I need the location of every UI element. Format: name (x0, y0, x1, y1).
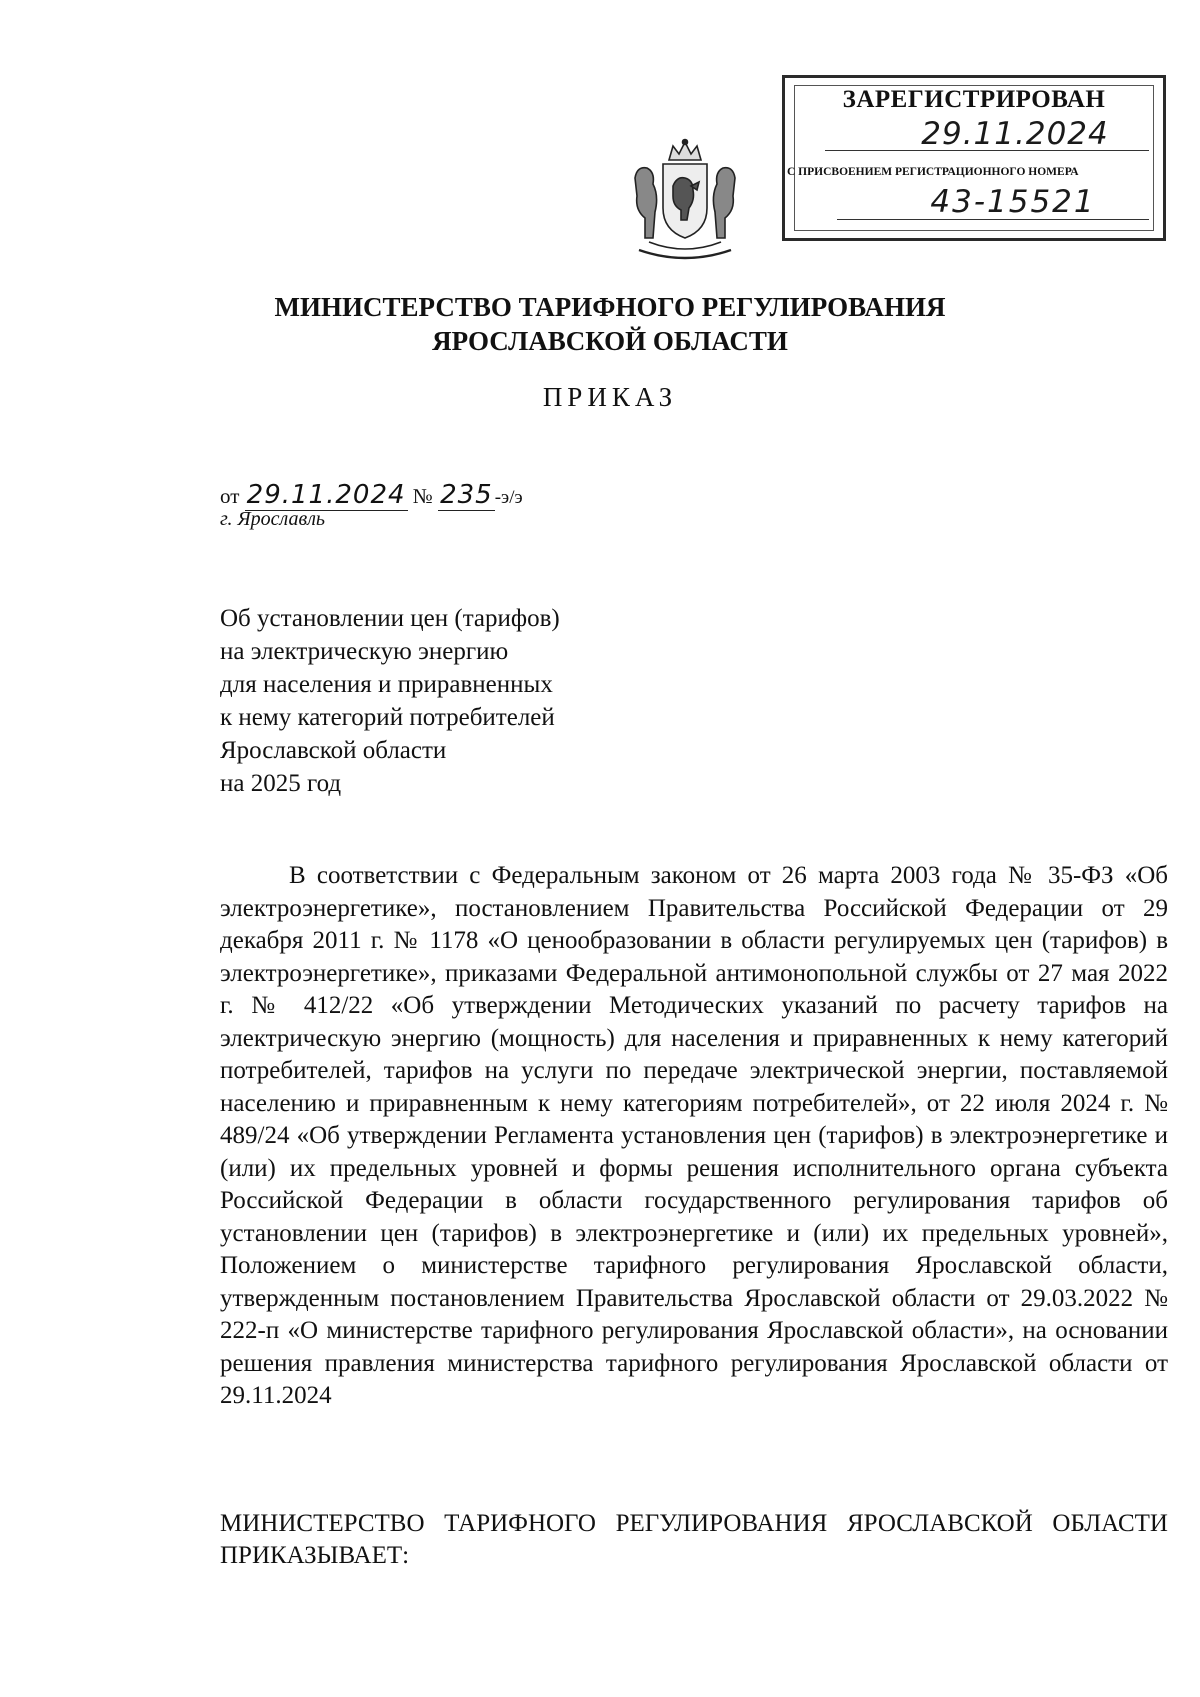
subject-line: для населения и приравненных (220, 671, 553, 698)
order-city: г. Ярославль (220, 508, 326, 530)
subject-line: на 2025 год (220, 770, 342, 797)
subject-line: Об установлении цен (тарифов) (220, 605, 560, 632)
order-number-suffix: -э/э (494, 487, 523, 508)
registration-stamp (782, 75, 1166, 241)
stamp-date-line (825, 150, 1149, 151)
coat-of-arms-yaroslavl-icon (625, 138, 745, 270)
order-from-label: от (220, 484, 240, 508)
stamp-handwritten-date: 29.11.2024 (921, 116, 1109, 152)
order-title: ПРИКАЗ (542, 382, 678, 412)
ministry-name (200, 290, 1020, 358)
stamp-number-line (837, 219, 1149, 220)
stamp-caption: С ПРИСВОЕНИЕМ РЕГИСТРАЦИОННОГО НОМЕРА (787, 166, 1079, 178)
order-subject (220, 602, 720, 800)
subject-line: на электрическую энергию (220, 638, 509, 665)
order-handwritten-number: 235 (440, 480, 493, 510)
stamp-handwritten-number: 43-15521 (930, 184, 1096, 220)
order-number-label: № (412, 484, 433, 508)
ministry-name-line1: МИНИСТЕРСТВО ТАРИФНОГО РЕГУЛИРОВАНИЯ (274, 292, 946, 322)
preamble-paragraph: В соответствии с Федеральным законом от 26 марта 2003 года № 35-ФЗ «Об электроэнергетике», постановлением Правительства Российской Федерации от 29 декабря 2011 г. № 1178 «О ценообразовании в области регулируемых цен (тарифов) в электроэнергетике», приказами Федеральной антимонопольной службы от 27 мая 2022 г. № 412/22 «Об утверждении Методических указаний по расчету тарифов на электрическую энергию (мощность) для населения и приравненных к нему категорий потребителей, тарифов на услуги по передаче электрической энергии, поставляемой населению и приравненным к нему категориям потребителей», от 22 июля 2024 г. № 489/24 «Об утверждении Регламента установления цен (тарифов) в электроэнергетике и (или) их предельных уровней и формы решения исполнительного органа субъекта Российской Федерации в области государственного регулирования тарифов об установлении цен (тарифов) в электроэнергетике и (или) их предельных уровней», Положением о министерстве тарифного регулирования Ярославской области, утвержденным постановлением Правительства Ярославской области от 29.03.2022 № 222-п «О министерстве тарифного регулирования Ярославской области», на основании решения правления министерства тарифного регулирования Ярославской области от 29.11.2024 (220, 862, 1168, 1409)
stamp-title: ЗАРЕГИСТРИРОВАН (842, 86, 1106, 113)
ministry-name-line2: ЯРОСЛАВСКОЙ ОБЛАСТИ (432, 326, 788, 356)
order-handwritten-date: 29.11.2024 (246, 480, 406, 510)
subject-line: Ярославской области (220, 737, 447, 764)
subject-line: к нему категорий потребителей (220, 704, 555, 731)
orders-statement: МИНИСТЕРСТВО ТАРИФНОГО РЕГУЛИРОВАНИЯ ЯРОСЛАВСКОЙ ОБЛАСТИ ПРИКАЗЫВАЕТ: (220, 1510, 1168, 1569)
order-date-number-line (220, 480, 523, 510)
